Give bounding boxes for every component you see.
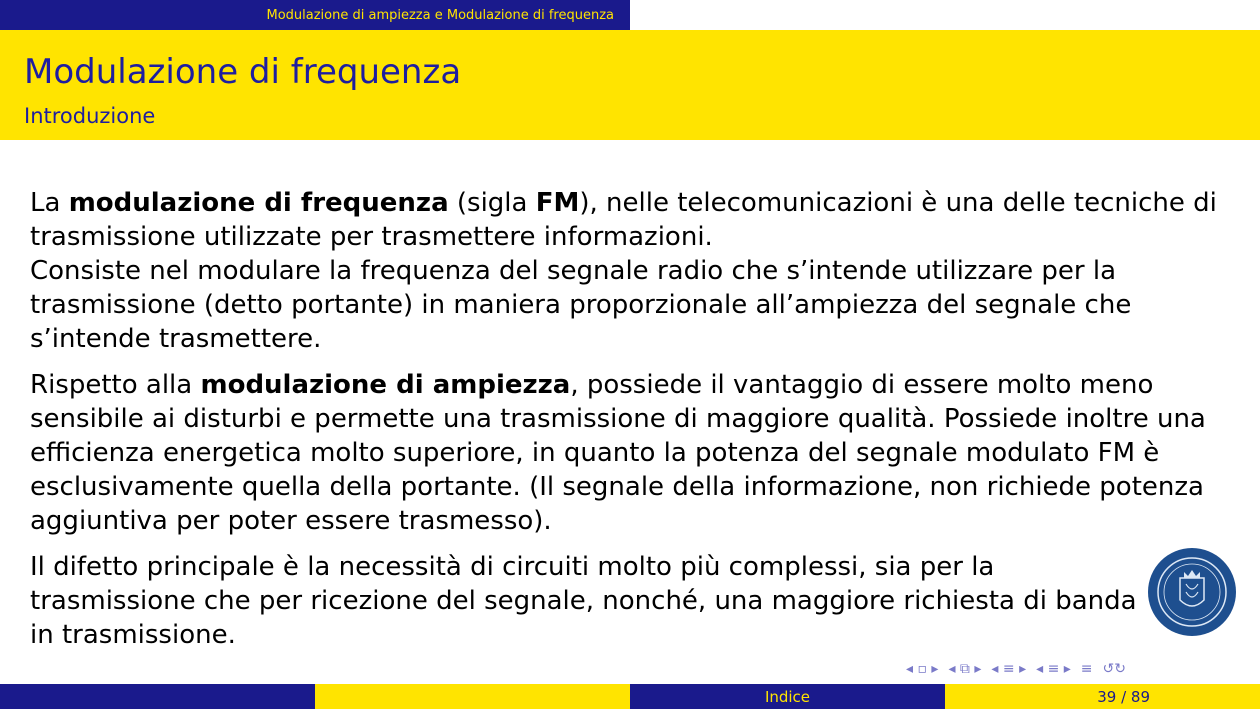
nav-section-icon[interactable]: ◂ ≡ ▸ bbox=[991, 661, 1027, 677]
term-am: modulazione di ampiezza bbox=[200, 370, 571, 400]
paragraph-comparison bbox=[30, 368, 1240, 538]
text: Il difetto principale è la necessità di circuiti molto più complessi, sia per la trasmissione che per ricezione del segnale, nonché, una maggiore richiesta di banda in trasmissione. bbox=[30, 552, 1137, 650]
nav-search-icon[interactable]: ↺↻ bbox=[1102, 661, 1126, 677]
footer-segment bbox=[0, 684, 315, 709]
slide-subtitle: Introduzione bbox=[24, 104, 156, 128]
text: , possiede il vantaggio di essere molto meno sensibile ai disturbi e permette una trasmissione di maggiore qualità. Possiede inoltre una efficienza energetica molto superiore, in quanto la potenza del segnale modulato FM è esclusivamente quella della portante. (Il segnale della informazione, non richiede potenza aggiuntiva per poter essere trasmesso). bbox=[30, 370, 1206, 536]
nav-frame-icon[interactable]: ◂ ▫ ▸ bbox=[906, 661, 939, 677]
nav-document-icon[interactable]: ◂ ≡ ▸ bbox=[1036, 661, 1071, 677]
nav-subsection-icon[interactable]: ◂ ⧉ ▸ bbox=[948, 661, 982, 677]
index-link[interactable]: Indice bbox=[764, 687, 811, 706]
nav-toc-icon[interactable]: ≡ bbox=[1080, 661, 1093, 677]
slide-title: Modulazione di frequenza bbox=[24, 52, 462, 92]
beamer-navigation-symbols bbox=[906, 658, 1126, 680]
footer-segment bbox=[315, 684, 630, 709]
text: Rispetto alla bbox=[30, 370, 201, 400]
acronym-fm: FM bbox=[535, 188, 580, 218]
text: (sigla bbox=[448, 188, 536, 218]
university-seal-logo bbox=[1148, 548, 1236, 636]
term-fm: modulazione di frequenza bbox=[68, 188, 449, 218]
paragraph-intro bbox=[30, 186, 1240, 356]
section-title[interactable]: Modulazione di ampiezza e Modulazione di frequenza bbox=[266, 7, 614, 23]
slide-header bbox=[0, 30, 1260, 140]
text: Consiste nel modulare la frequenza del segnale radio che s’intende utilizzare per la trasmissione (detto portante) in maniera proporzionale all’ampiezza del segnale che s’intende trasmettere. bbox=[30, 256, 1132, 354]
footer-bar bbox=[0, 684, 1260, 709]
text: ), nelle telecomunicazioni è una delle tecniche di trasmissione utilizzate per trasmettere informazioni. bbox=[30, 188, 1217, 252]
text: La bbox=[30, 188, 69, 218]
paragraph-drawbacks bbox=[30, 550, 1140, 652]
page-number: 39 / 89 bbox=[1097, 687, 1150, 706]
slide-content bbox=[30, 186, 1240, 664]
top-bar bbox=[0, 0, 1260, 30]
